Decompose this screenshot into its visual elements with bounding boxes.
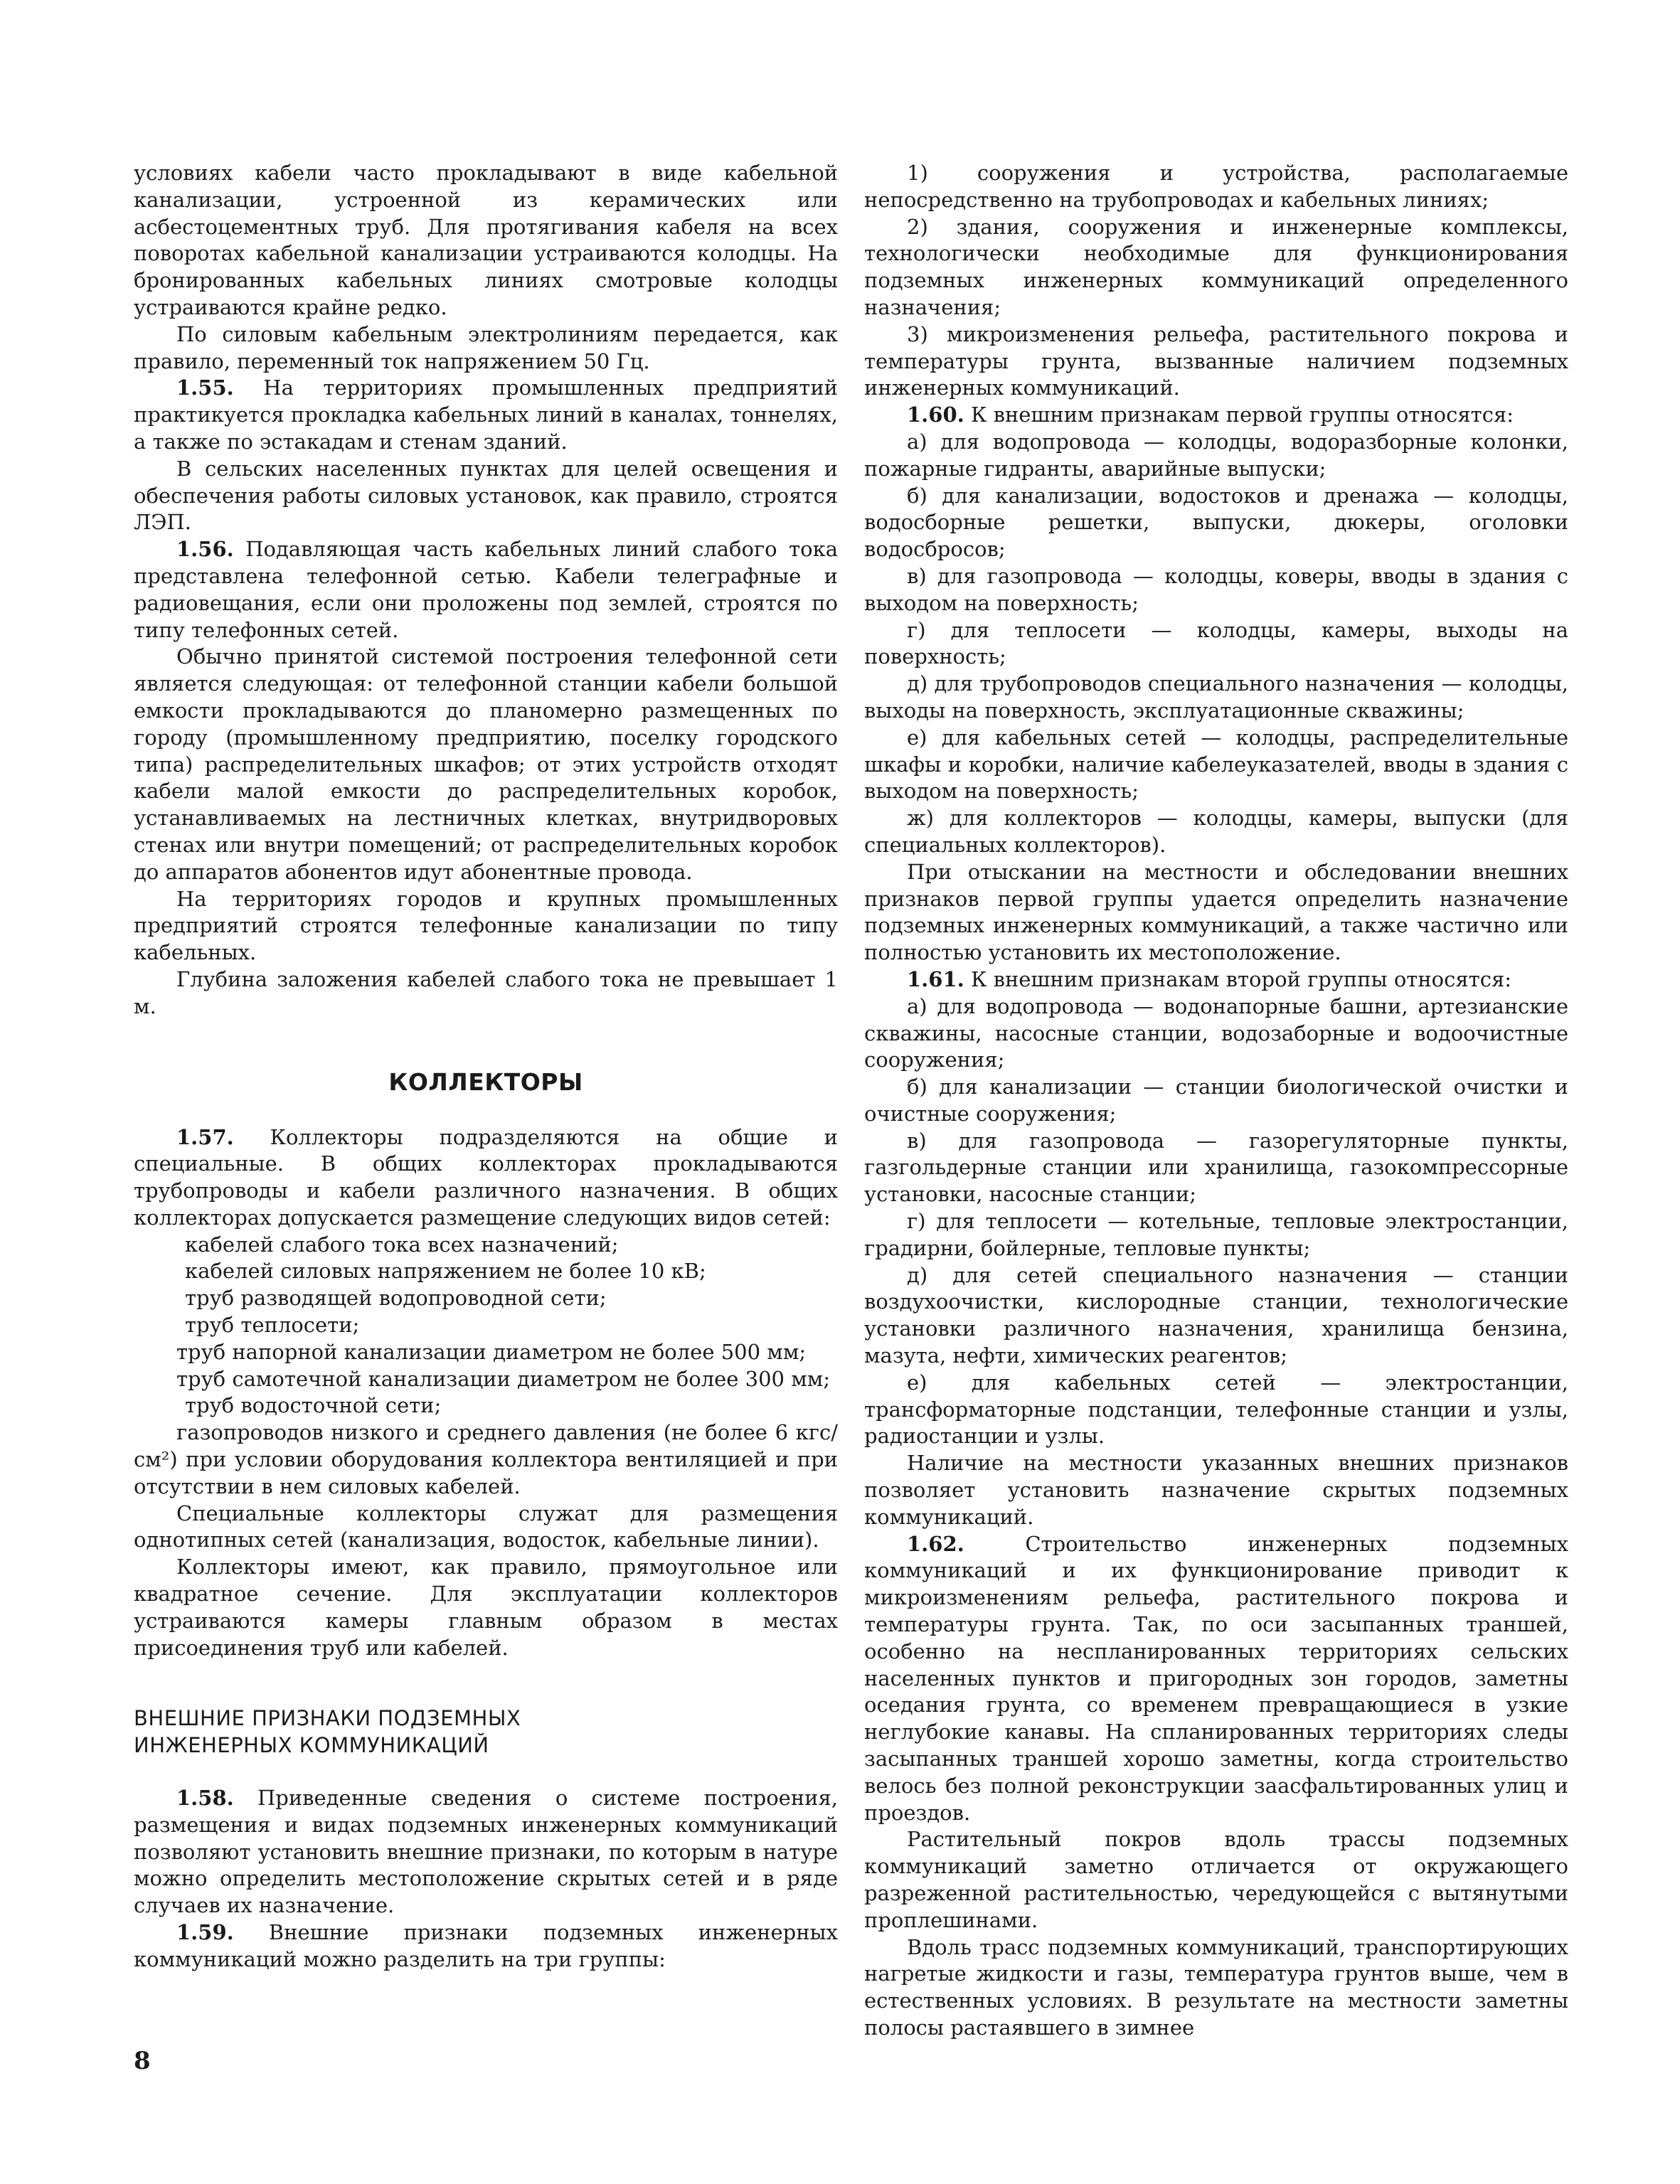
heading-line: ВНЕШНИЕ ПРИЗНАКИ ПОДЗЕМНЫХ [134, 1706, 521, 1731]
clause-number: 1.59. [176, 1920, 234, 1945]
paragraph [134, 1785, 838, 1919]
paragraph: Вдоль трасс подземных коммуникаций, транспортирующих нагретые жидкости и газы, температура грунтов выше, чем в естественных условиях. В результате на местности заметны полосы растаявшего в зимнее [864, 1934, 1568, 2040]
list-item: труб водосточной сети; [185, 1393, 442, 1418]
paragraph [134, 1124, 838, 1232]
list-item: а) для водопровода — колодцы, водоразборные колонки, пожарные гидранты, аварийные выпуски; [864, 429, 1568, 481]
list-item: газопроводов низкого и среднего давления (не более 6 кгс/см²) при условии оборудования коллектора вентиляцией и при отсутствии в нем силовых кабелей. [134, 1420, 838, 1498]
paragraph-text: Подавляющая часть кабельных линий слабого тока представлена телефонной сетью. Кабели телеграфные и радиовещания, если они проложены под землей, строятся по типу телефонных сетей. [134, 537, 838, 642]
paragraph: 2) здания, сооружения и инженерные комплексы, технологически необходимые для функционирования подземных инженерных коммуникаций определенного назначения; [864, 214, 1568, 319]
list-item: труб разводящей водопроводной сети; [185, 1286, 607, 1311]
paragraph [864, 966, 1568, 994]
list-item: д) для трубопроводов специального назначения — колодцы, выходы на поверхность, эксплуатационные скважины; [864, 671, 1568, 723]
paragraph-text: На территориях промышленных предприятий практикуется прокладка кабельных линий в каналах, тоннелях, а также по эстакадам и стенам зданий. [134, 375, 838, 454]
list-item: ж) для коллекторов — колодцы, камеры, выпуски (для специальных коллекторов). [864, 806, 1568, 857]
page-number: 8 [134, 2047, 151, 2075]
paragraph-text: К внешним признакам первой группы относятся: [964, 403, 1514, 427]
list-item: кабелей слабого тока всех назначений; [185, 1232, 619, 1257]
paragraph [864, 1531, 1568, 1827]
paragraph-text: Строительство инженерных подземных коммуникаций и их функционирование приводит к микроизменениям рельефа, растительного покрова и температуры грунта. Так, по оси засыпанных траншей, особенно на неспланированных территориях сельских населенных пунктов и пригородных зон городов, заметны оседания грунта, со временем превращающиеся в узкие неглубокие канавы. На спланированных территориях следы засыпанных траншей хорошо заметны, когда строительство велось без полной реконструкции заасфальтированных улиц и проездов. [864, 1531, 1568, 1825]
paragraph: В сельских населенных пунктах для целей освещения и обеспечения работы силовых установок, как правило, строятся ЛЭП. [134, 456, 838, 535]
paragraph-text: Коллекторы подразделяются на общие и специальные. В общих коллекторах прокладываются трубопроводы и кабели различного назначения. В общих коллекторах допускается размещение следующих видов сетей: [134, 1124, 838, 1230]
paragraph-text: К внешним признакам второй группы относятся: [964, 966, 1512, 991]
paragraph: Наличие на местности указанных внешних признаков позволяет установить назначение скрытых подземных коммуникаций. [864, 1451, 1568, 1529]
right-column [864, 160, 1568, 2042]
clause-number: 1.58. [176, 1786, 234, 1811]
paragraph [134, 536, 838, 644]
paragraph: На территориях городов и крупных промышленных предприятий строятся телефонные канализации по типу кабельных. [134, 886, 838, 965]
list-item: кабелей силовых напряжением не более 10 кВ; [185, 1259, 706, 1284]
list-item: б) для канализации, водостоков и дренажа — колодцы, водосборные решетки, выпуски, дюкеры, оголовки водосбросов; [864, 483, 1568, 562]
paragraph: Глубина заложения кабелей слабого тока не превышает 1 м. [134, 966, 838, 1018]
heading-line: ИНЖЕНЕРНЫХ КОММУНИКАЦИЙ [134, 1733, 489, 1758]
paragraph: Коллекторы имеют, как правило, прямоугольное или квадратное сечение. Для эксплуатации коллекторов устраиваются камеры главным образом в местах присоединения труб или кабелей. [134, 1555, 838, 1660]
clause-number: 1.62. [907, 1531, 964, 1556]
paragraph: 1) сооружения и устройства, располагаемые непосредственно на трубопроводах и кабельных линиях; [864, 161, 1568, 212]
list-item: в) для газопровода — колодцы, коверы, вводы в здания с выходом на поверхность; [864, 563, 1568, 615]
left-column [134, 160, 838, 1973]
paragraph: По силовым кабельным электролиниям передается, как правило, переменный ток напряжением 50 Гц. [134, 321, 838, 373]
list-item: труб самотечной канализации диаметром не более 300 мм; [176, 1366, 831, 1391]
clause-number: 1.61. [907, 966, 964, 991]
list-item: г) для теплосети — колодцы, камеры, выходы на поверхность; [864, 617, 1568, 669]
paragraph: 3) микроизменения рельефа, растительного покрова и температуры грунта, вызванные наличием подземных инженерных коммуникаций. [864, 321, 1568, 400]
section-heading-collectors: КОЛЛЕКТОРЫ [388, 1067, 583, 1096]
list-item: е) для кабельных сетей — колодцы, распределительные шкафы и коробки, наличие кабелеуказателей, вводы в здания с выходом на поверхность; [864, 725, 1568, 804]
paragraph [134, 375, 838, 455]
paragraph: Растительный покров вдоль трассы подземных коммуникаций заметно отличается от окружающего разреженной растительностью, чередующейся с вытянутыми проплешинами. [864, 1827, 1568, 1932]
clause-number: 1.55. [176, 375, 234, 400]
paragraph: При отыскании на местности и обследовании внешних признаков первой группы удается определить назначение подземных инженерных коммуникаций, а также частично или полностью установить их местоположение. [864, 859, 1568, 965]
paragraph [864, 402, 1568, 429]
section-heading-external-signs [134, 1705, 838, 1759]
clause-number: 1.60. [907, 403, 964, 427]
clause-number: 1.56. [176, 537, 234, 562]
list-item: а) для водопровода — водонапорные башни, артезианские скважины, насосные станции, водозаборные и водоочистные сооружения; [864, 994, 1568, 1072]
list-item: труб напорной канализации диаметром не более 500 мм; [176, 1339, 807, 1364]
list-item: б) для канализации — станции биологической очистки и очистные сооружения; [864, 1075, 1568, 1126]
clause-number: 1.57. [176, 1124, 234, 1149]
paragraph: условиях кабели часто прокладывают в виде кабельной канализации, устроенной из керамических или асбестоцементных труб. Для протягивания кабеля на всех поворотах кабельной канализации устраиваются колодцы. На бронированных кабельных линиях смотровые колодцы устраиваются крайне редко. [134, 161, 838, 319]
paragraph: Обычно принятой системой построения телефонной сети является следующая: от телефонной станции кабели большой емкости прокладываются до планомерно размещенных по городу (промышленному предприятию, поселку городского типа) распределительных шкафов; от этих устройств отходят кабели малой емкости до распределительных коробок, устанавливаемых на лестничных клетках, внутридворовых стенах или внутри помещений; от распределительных коробок до аппаратов абонентов идут абонентные провода. [134, 644, 838, 884]
paragraph-text: Внешние признаки подземных инженерных коммуникаций можно разделить на три группы: [134, 1920, 838, 1971]
list-item: в) для газопровода — газорегуляторные пункты, газгольдерные станции или хранилища, газокомпрессорные установки, насосные станции; [864, 1128, 1568, 1207]
list-item: д) для сетей специального назначения — станции воздухоочистки, кислородные станции, технологические установки различного назначения, хранилища бензина, мазута, нефти, химических реагентов; [864, 1262, 1568, 1368]
list-item: труб теплосети; [185, 1313, 360, 1338]
list-item: е) для кабельных сетей — электростанции, трансформаторные подстанции, телефонные станции и узлы, радиостанции и узлы. [864, 1370, 1568, 1449]
list-item: г) для теплосети — котельные, тепловые электростанции, градирни, бойлерные, тепловые пункты; [864, 1209, 1568, 1260]
paragraph: Специальные коллекторы служат для размещения однотипных сетей (канализация, водосток, кабельные линии). [134, 1501, 838, 1552]
paragraph [134, 1919, 838, 1973]
paragraph-text: Приведенные сведения о системе построения, размещения и видах подземных инженерных коммуникаций позволяют установить внешние признаки, по которым в натуре можно определить местоположение скрытых сетей и в ряде случаев их назначение. [134, 1786, 838, 1918]
